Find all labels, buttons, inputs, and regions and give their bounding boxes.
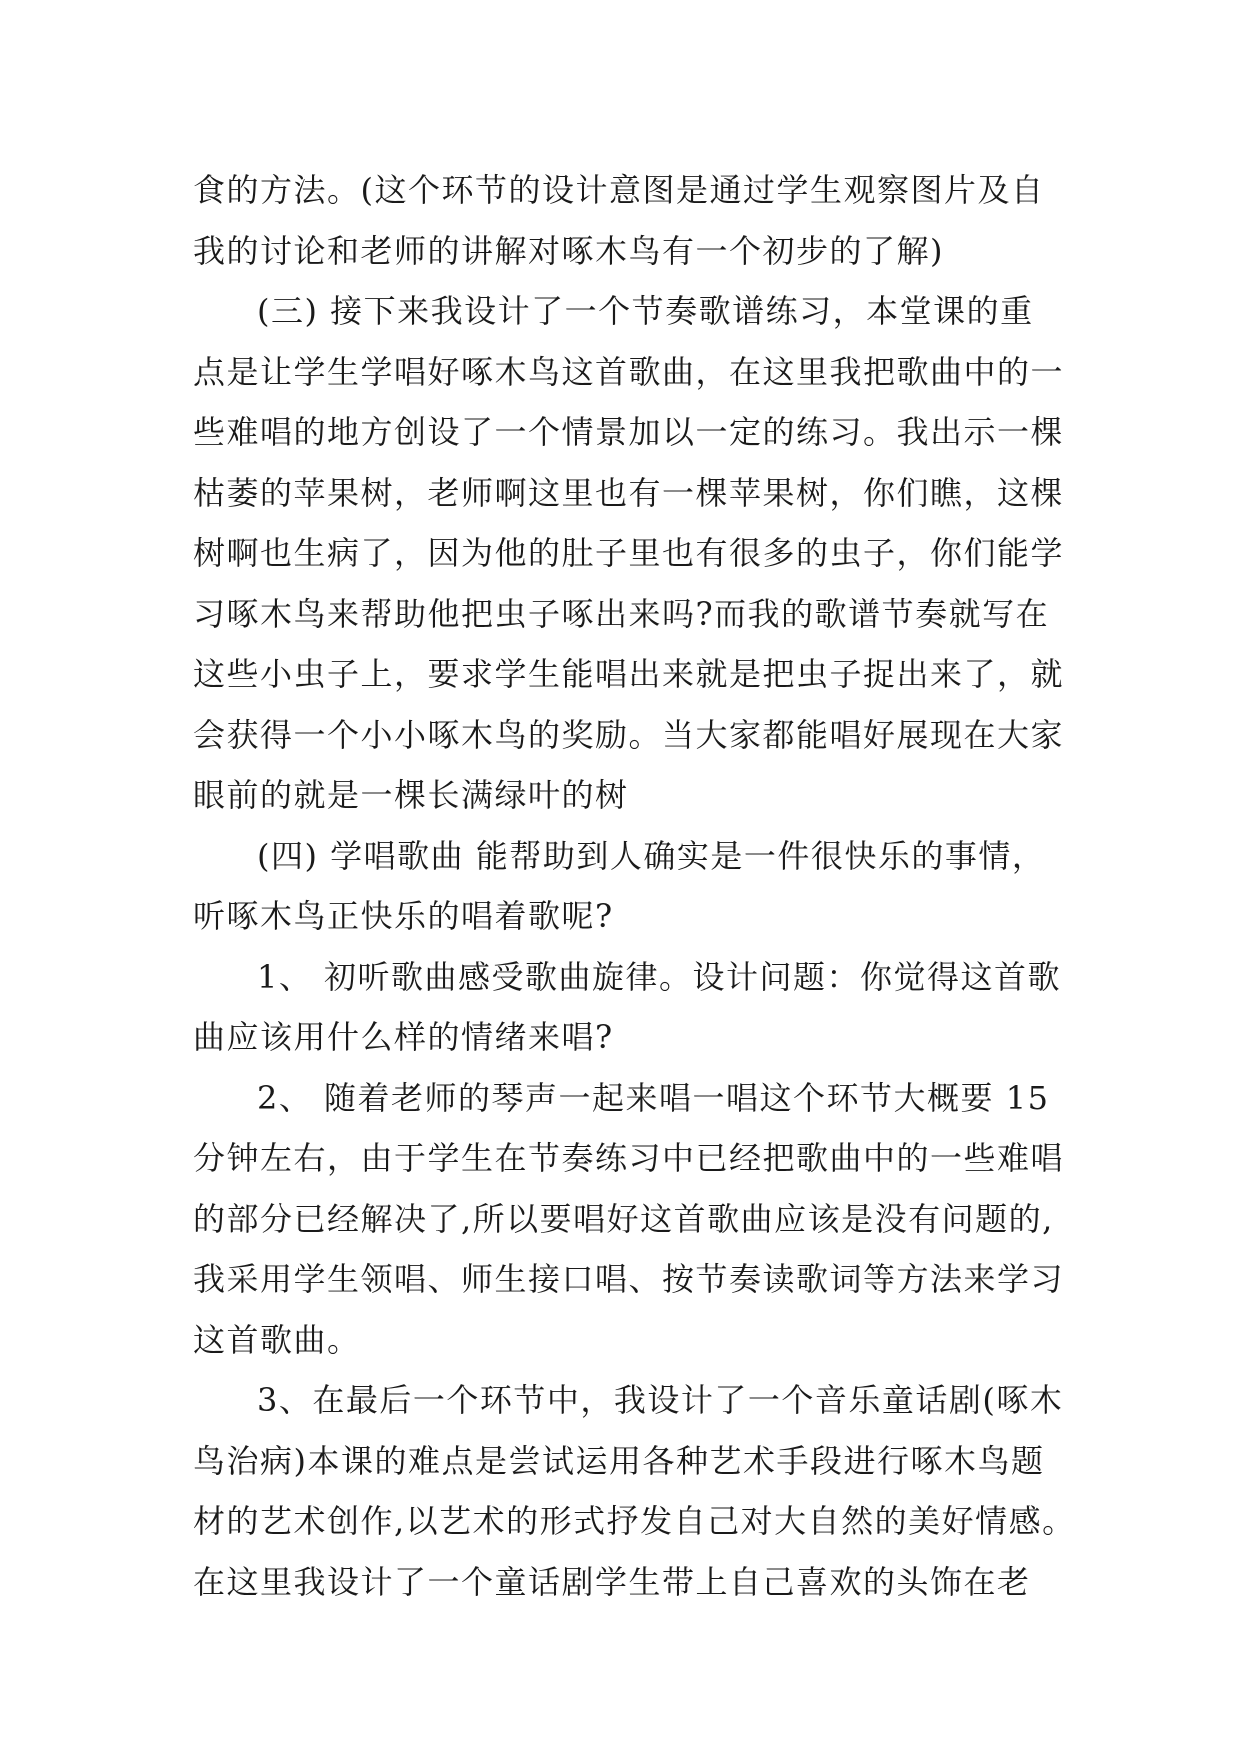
text-line: 点是让学生学唱好啄木鸟这首歌曲，在这里我把歌曲中的一 [193,352,1065,391]
paragraph [193,160,1053,281]
text-line: 习啄木鸟来帮助他把虫子啄出来吗?而我的歌谱节奏就写在 [193,594,1050,633]
text-line: 的部分已经解决了,所以要唱好这首歌曲应该是没有问题的, [193,1199,1054,1238]
text-line: 些难唱的地方创设了一个情景加以一定的练习。我出示一棵 [193,413,1065,451]
text-line: 曲应该用什么样的情绪来唱? [193,1018,614,1056]
paragraph [193,826,1053,947]
text-line: 这首歌曲。 [193,1320,361,1359]
text-line: 我的讨论和老师的讲解对啄木鸟有一个初步的了解) [193,231,944,270]
text-line: (四) 学唱歌曲 能帮助到人确实是一件很快乐的事情， [257,836,1046,875]
text-line: 食的方法。(这个环节的设计意图是通过学生观察图片及自 [193,171,1045,209]
text-line: (三) 接下来我设计了一个节奏歌谱练习，本堂课的重 [257,292,1034,330]
paragraph [193,1370,1076,1612]
text-line: 会获得一个小小啄木鸟的奖励。当大家都能唱好展现在大家 [193,715,1065,754]
text-line: 在这里我设计了一个童话剧学生带上自己喜欢的头饰在老 [193,1562,1031,1601]
text-line: 我采用学生领唱、师生接口唱、按节奏读歌词等方法来学习 [193,1260,1065,1298]
text-line: 1、 初听歌曲感受歌曲旋律。设计问题：你觉得这首歌 [257,957,1062,996]
text-line: 听啄木鸟正快乐的唱着歌呢? [193,897,614,935]
text-line: 这些小虫子上，要求学生能唱出来就是把虫子捉出来了，就 [193,655,1065,693]
text-line: 2、 随着老师的琴声一起来唱一唱这个环节大概要 15 [257,1078,1050,1117]
text-line: 枯萎的苹果树，老师啊这里也有一棵苹果树，你们瞧，这棵 [193,473,1065,512]
text-line: 树啊也生病了，因为他的肚子里也有很多的虫子，你们能学 [193,534,1065,572]
paragraph [193,281,1065,826]
text-line: 眼前的就是一棵长满绿叶的树 [193,776,629,814]
text-line: 鸟治病)本课的难点是尝试运用各种艺术手段进行啄木鸟题 [193,1441,1045,1480]
text-line: 分钟左右，由于学生在节奏练习中已经把歌曲中的一些难唱 [193,1139,1065,1177]
document-body [193,160,1076,1612]
text-line: 材的艺术创作,以艺术的形式抒发自己对大自然的美好情感。 [193,1502,1076,1540]
paragraph [193,1068,1065,1371]
text-line: 3、在最后一个环节中，我设计了一个音乐童话剧(啄木 [257,1381,1064,1419]
paragraph [193,947,1062,1068]
